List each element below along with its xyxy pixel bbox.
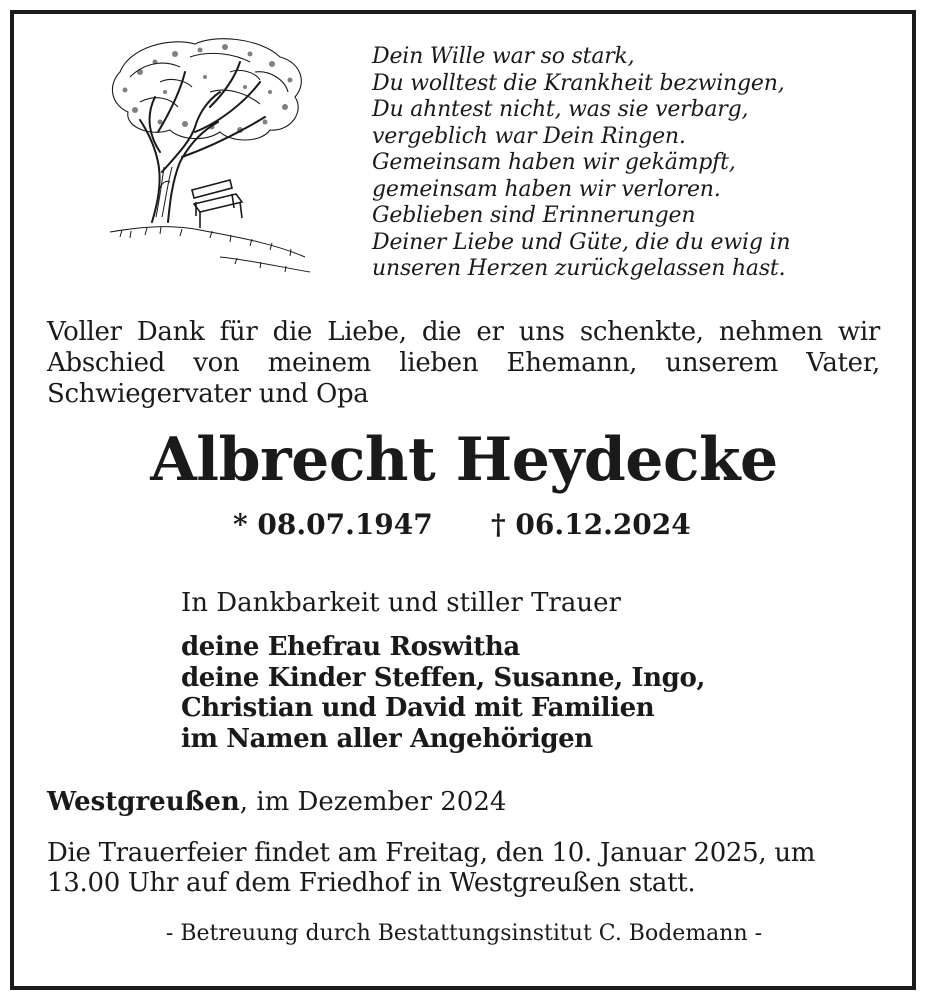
notice-date: , im Dezember 2024 xyxy=(239,787,507,817)
mourner-line: deine Ehefrau Roswitha xyxy=(181,632,520,662)
place-and-date xyxy=(47,785,506,819)
poem-line: Deiner Liebe und Güte, die du ewig in xyxy=(372,229,791,255)
deceased-name: Albrecht Heydecke xyxy=(150,425,778,495)
town: Westgreußen xyxy=(47,787,240,817)
life-dates xyxy=(233,507,691,543)
birth-date: * 08.07.1947 xyxy=(233,508,433,541)
poem-line: Geblieben sind Erinnerungen xyxy=(372,203,696,228)
poem-line: unseren Herzen zurückgelassen hast. xyxy=(372,256,786,281)
intro-text: Voller Dank für die Liebe, die er uns schenkte, nehmen wir Abschied von meinem lieben Ehemann, unserem Vater, Schwiegervater und Opa xyxy=(47,317,880,409)
mourner-line: deine Kinder Steffen, Susanne, Ingo, xyxy=(181,662,706,693)
poem-line: gemeinsam haben wir verloren. xyxy=(372,176,721,202)
mourner-line: Christian und David mit Familien xyxy=(181,693,655,723)
mourners-list xyxy=(181,632,705,754)
undertaker-note: - Betreuung durch Bestattungsinstitut C. Bodemann - xyxy=(165,921,763,946)
poem-line: Gemeinsam haben wir gekämpft, xyxy=(372,150,736,175)
poem-line: Du wolltest die Krankheit bezwingen, xyxy=(372,70,785,96)
poem-line: vergeblich war Dein Ringen. xyxy=(372,123,686,149)
tree-with-bench-icon xyxy=(100,32,315,277)
ceremony-line: Die Trauerfeier findet am Freitag, den 10. Januar 2025, um xyxy=(47,838,816,868)
ceremony-info xyxy=(47,838,880,898)
ceremony-line: 13.00 Uhr auf dem Friedhof in Westgreußen statt. xyxy=(47,868,696,898)
mourner-line: im Namen aller Angehörigen xyxy=(181,723,593,754)
poem xyxy=(372,44,872,283)
mourning-heading: In Dankbarkeit und stiller Trauer xyxy=(181,588,621,618)
poem-line: Du ahntest nicht, was sie verbarg, xyxy=(372,97,749,122)
death-date: † 06.12.2024 xyxy=(491,508,691,541)
poem-line: Dein Wille war so stark, xyxy=(372,44,635,69)
